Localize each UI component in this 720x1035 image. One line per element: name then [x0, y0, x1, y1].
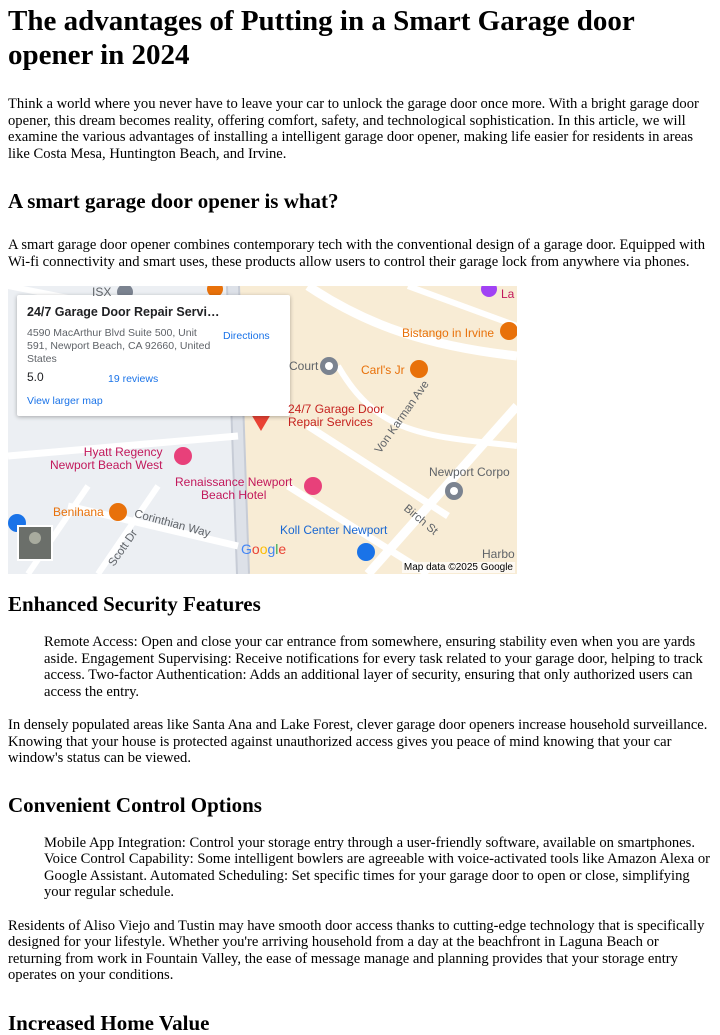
place-rating: 5.0: [27, 370, 44, 384]
intro-paragraph: Think a world where you never have to leave your car to unlock the garage door once more. With a bright garage door opener, this dream becomes reality, offering comfort, safety, and technological sophistication. In this article, we will examine the various advantages of installing a intelligent garage door opener, making life easier for residents in areas like Costa Mesa, Huntington Beach, and Irvine.: [8, 96, 699, 162]
section-heading-what-is: A smart garage door opener is what?: [8, 189, 339, 213]
map-label-koll-center[interactable]: Koll Center Newport: [280, 523, 388, 537]
map-label-carls-jr[interactable]: Carl's Jr: [361, 363, 405, 377]
control-options-quote: Mobile App Integration: Control your storage entry through a user-friendly software, available on smartphones. Voice Control Capability: Some intelligent bowlers are agreeable with voice-activated tools like Amazon Alexa or Google Assistant. Automated Scheduling: Set specific times for your garage door to open or close, simplifying your regular schedule.: [44, 834, 710, 900]
place-marker-label[interactable]: 24/7 Garage Door Repair Services: [288, 402, 385, 429]
directions-link[interactable]: Directions: [223, 330, 270, 342]
reviews-link[interactable]: 19 reviews: [108, 373, 159, 385]
map-label-isx: ISX: [92, 286, 112, 299]
section-heading-home-value: Increased Home Value: [8, 1010, 210, 1035]
section-heading-security: Enhanced Security Features: [8, 592, 261, 616]
map-label-newport-corp: Newport Corpo: [429, 465, 510, 479]
street-scott: Scott Dr: [106, 527, 141, 569]
map-label-harbo: Harbo: [482, 547, 515, 561]
security-paragraph: In densely populated areas like Santa Ana and Lake Forest, clever garage door openers increase household surveillance. Knowing that your house is protected against unauthorized access gives you peace of mind knowing that your car window's status can be viewed.: [8, 717, 708, 766]
street-von-karman: Von Karman Ave: [372, 378, 432, 456]
section-what-is-paragraph: A smart garage door opener combines contemporary tech with the conventional design of a garage door. Equipped with Wi-fi connectivity and smart uses, these products allow users to control their garage lock from anywhere via phones.: [8, 237, 706, 270]
section-heading-control: Convenient Control Options: [8, 792, 262, 817]
security-features-quote: Remote Access: Open and close your car entrance from somewhere, ensuring stability even when you are yards aside. Engagement Supervising: Receive notifications for every task related to your garage door, helping to track access. Two-factor Authentication: Adds an additional layer of security, ensuring that only authorized users can access the entry.: [44, 634, 703, 700]
street-birch: Birch St: [401, 502, 440, 538]
place-info-card: [17, 295, 290, 416]
control-paragraph: Residents of Aliso Viejo and Tustin may have smooth door access thanks to cutting-edge technology that is specifically designed for your lifestyle. Whether you're arriving household from a day at the beachfront in Laguna Beach or returning from work in Fountain Valley, the ease of message manage and planning provides that your storage entry operates on your conditions.: [8, 917, 705, 983]
map-label-benihana[interactable]: Benihana: [53, 505, 104, 519]
map-label-hyatt[interactable]: Hyatt Regency Newport Beach West: [50, 445, 163, 472]
page-title: The advantages of Putting in a Smart Garage door opener in 2024: [8, 5, 635, 71]
view-larger-map-link[interactable]: View larger map: [27, 395, 103, 407]
map-label-la: La: [501, 287, 515, 301]
embedded-map[interactable]: [8, 286, 517, 574]
map-label-court: Court: [289, 359, 319, 373]
street-corinthian: Corinthian Way: [132, 508, 212, 540]
place-address: 4590 MacArthur Blvd Suite 500, Unit 591, Newport Beach, CA 92660, United States: [27, 327, 211, 365]
place-title: 24/7 Garage Door Repair Servi…: [27, 305, 220, 319]
map-attribution[interactable]: Map data ©2025 Google: [403, 562, 513, 573]
google-logo: Google: [241, 541, 287, 557]
map-label-renaissance[interactable]: Renaissance Newport Beach Hotel: [175, 475, 293, 502]
article: [0, 4, 720, 1035]
map-label-bistango[interactable]: Bistango in Irvine: [402, 326, 495, 340]
